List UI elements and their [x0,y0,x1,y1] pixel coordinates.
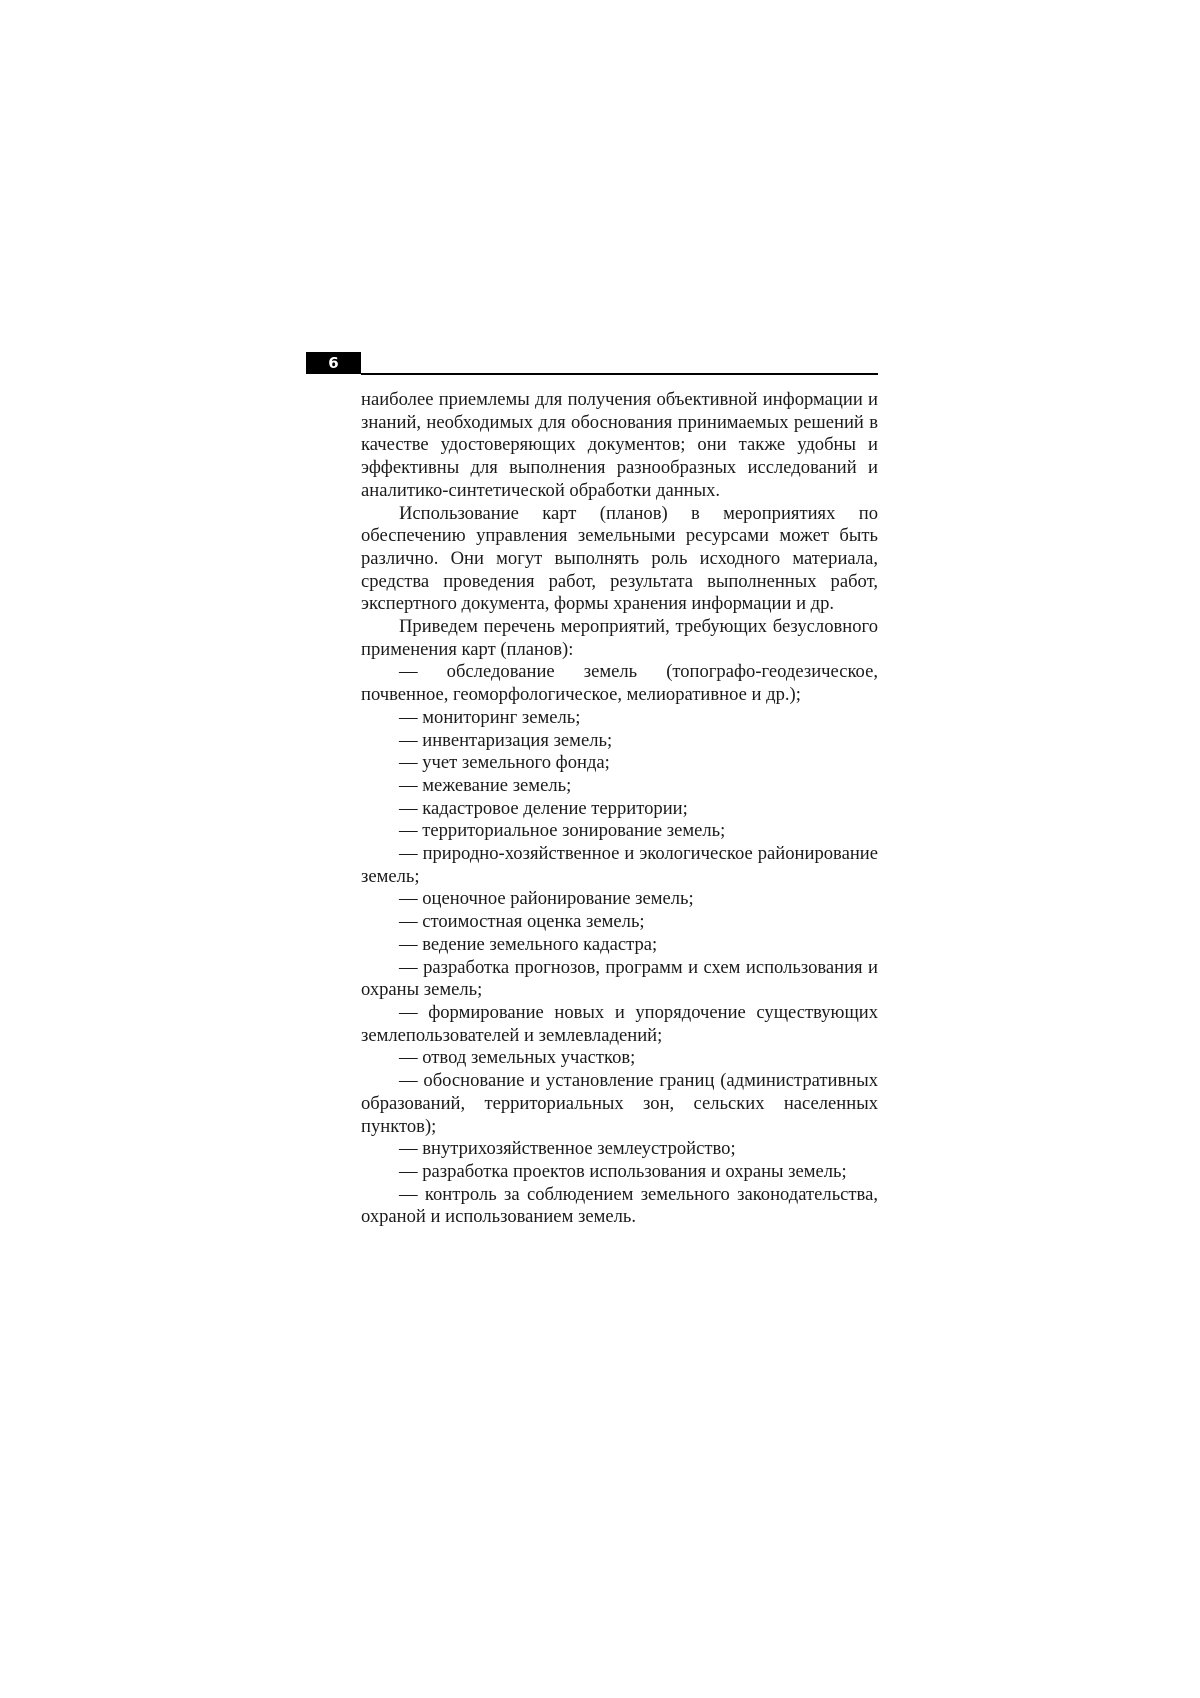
list-dash: — [399,661,447,683]
list-item-text: оценочное районирование земель; [422,888,694,910]
list-item [361,911,878,934]
list-dash: — [399,1183,425,1205]
list-dash: — [399,1160,423,1182]
list-dash: — [399,1047,423,1069]
list-item [361,888,878,911]
list-item [361,730,878,753]
page-header [306,352,878,376]
list-item-text: стоимостная оценка земель; [422,911,645,933]
list-dash: — [399,911,423,933]
list-dash: — [399,774,423,796]
list-item-text: отвод земельных участков; [422,1047,636,1069]
paragraph-list-intro: Приведем перечень мероприятий, требующих безусловного применения карт (планов): [361,616,878,660]
list-dash: — [399,1001,429,1023]
list-dash: — [399,1138,423,1160]
list-dash: — [399,956,424,978]
list-item [361,798,878,821]
list-item-text: разработка проектов использования и охраны земель; [422,1160,847,1182]
list-dash: — [399,797,423,819]
list-item-text: мониторинг земель; [422,706,581,728]
list-item [361,1047,878,1070]
list-item-text: формирование новых и упорядочение существующих землепользователей и землевладений; [361,1001,879,1046]
list-item [361,934,878,957]
measures-list [361,661,878,1229]
list-dash: — [399,843,423,865]
list-item [361,1161,878,1184]
list-item-text: контроль за соблюдением земельного законодательства, охраной и использованием земель. [361,1183,878,1228]
list-item [361,820,878,843]
list-item-text: территориальное зонирование земель; [422,820,726,842]
list-item-text: кадастровое деление территории; [422,797,688,819]
list-item [361,1184,878,1229]
list-item-text: инвентаризация земель; [422,729,613,751]
list-item [361,843,878,888]
list-item-text: учет земельного фонда; [422,752,610,774]
list-item [361,1002,878,1047]
list-dash: — [399,1070,424,1092]
list-item-text: внутрихозяйственное землеустройство; [422,1138,736,1160]
list-dash: — [399,820,423,842]
list-item [361,752,878,775]
list-dash: — [399,933,423,955]
page-number: 6 [306,352,361,374]
list-item [361,707,878,730]
list-dash: — [399,706,423,728]
list-item [361,661,878,706]
paragraph-maps-usage: Использование карт (планов) в мероприятиях по обеспечению управления земельными ресурсами может быть различно. Они могут выполнять роль исходного материала, средства проведения работ, результата выполненных работ, экспертного документа, формы хранения информации и др. [361,502,878,615]
list-item [361,1070,878,1138]
list-item [361,957,878,1002]
intro-paragraph: наиболее приемлемы для получения объективной информации и знаний, необходимых для обоснования принимаемых решений в качестве удостоверяющих документов; они также удобны и эффективны для выполнения разнообразных исследований и аналитико-синтетической обработки данных. [361,389,878,501]
list-dash: — [399,888,423,910]
header-rule [361,373,878,375]
list-item [361,775,878,798]
list-dash: — [399,752,423,774]
list-item-text: ведение земельного кадастра; [422,933,658,955]
list-dash: — [399,729,423,751]
list-item-text: природно-хозяйственное и экологическое районирование земель; [361,843,878,887]
list-item-text: межевание земель; [422,774,572,796]
list-item [361,1138,878,1161]
list-item-text: обоснование и установление границ (административных образований, территориальных зон, сельских населенных пунктов); [361,1070,878,1137]
list-item-text: обследование земель (топографо-геодезическое, почвенное, геоморфологическое, мелиоративное и др.); [361,661,878,706]
list-item-text: разработка прогнозов, программ и схем использования и охраны земель; [361,956,879,1001]
body-text [361,389,878,1229]
